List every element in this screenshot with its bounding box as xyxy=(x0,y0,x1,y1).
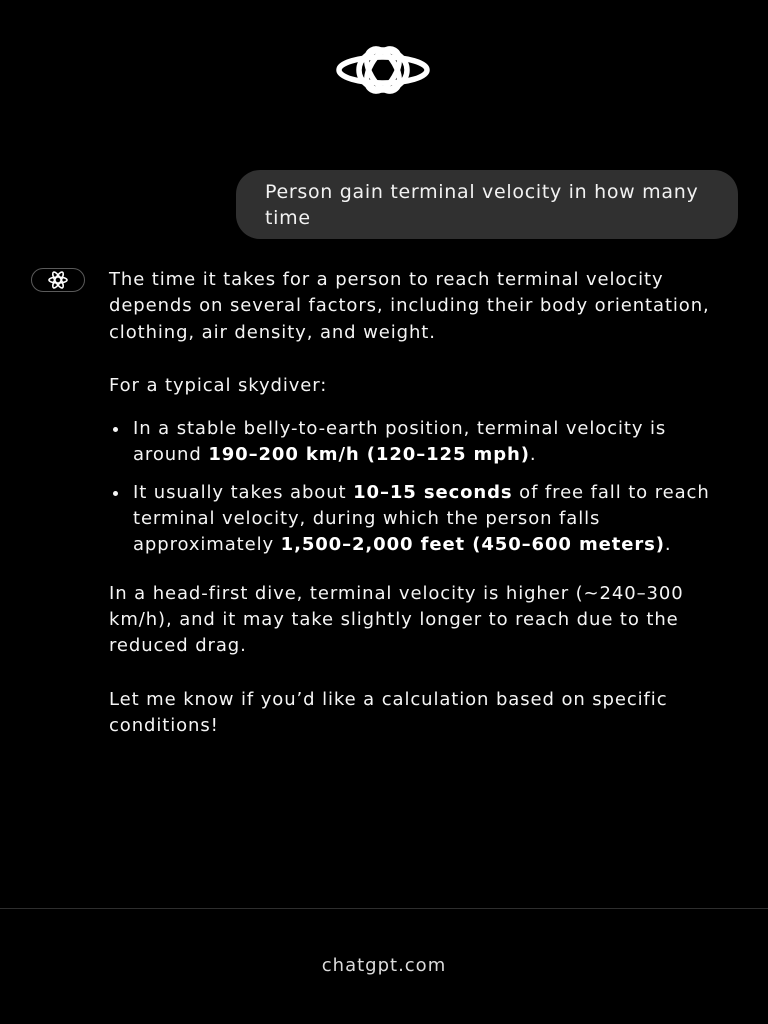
bullet-bold-text: 10–15 seconds xyxy=(353,481,513,503)
bullet-bold-text: 1,500–2,000 feet (450–600 meters) xyxy=(280,534,665,556)
bullet-text: . xyxy=(664,534,672,556)
bullet-text: It usually takes about xyxy=(133,481,354,503)
answer-intro: The time it takes for a person to reach terminal velocity depends on several factors, including their body orientation, clothing, air density, and weight. xyxy=(109,269,710,343)
user-message-bubble xyxy=(236,170,738,239)
answer-head-first: In a head-first dive, terminal velocity is higher (~240–300 km/h), and it may take slightly longer to reach due to the reduced drag. xyxy=(109,582,684,657)
list-item xyxy=(109,480,724,559)
answer-lead: For a typical skydiver: xyxy=(109,374,328,396)
answer-closing: Let me know if you’d like a calculation based on specific conditions! xyxy=(109,688,668,736)
assistant-avatar xyxy=(31,268,85,292)
list-item xyxy=(109,416,724,469)
user-message-text: Person gain terminal velocity in how many time xyxy=(265,181,699,229)
bullet-bold-text: 190–200 km/h (120–125 mph) xyxy=(208,444,530,466)
answer-bullet-list xyxy=(109,416,724,558)
bullet-text: of free fall to reach terminal velocity, during which the person falls approximately xyxy=(133,481,710,556)
footer-divider xyxy=(0,908,768,909)
bullet-text: . xyxy=(529,444,537,466)
assistant-message xyxy=(109,267,724,766)
openai-logo-icon xyxy=(330,42,436,98)
footer-site: chatgpt.com xyxy=(321,955,447,976)
openai-logo-icon xyxy=(47,271,69,289)
bullet-text: In a stable belly-to-earth position, terminal velocity is around xyxy=(133,418,667,466)
